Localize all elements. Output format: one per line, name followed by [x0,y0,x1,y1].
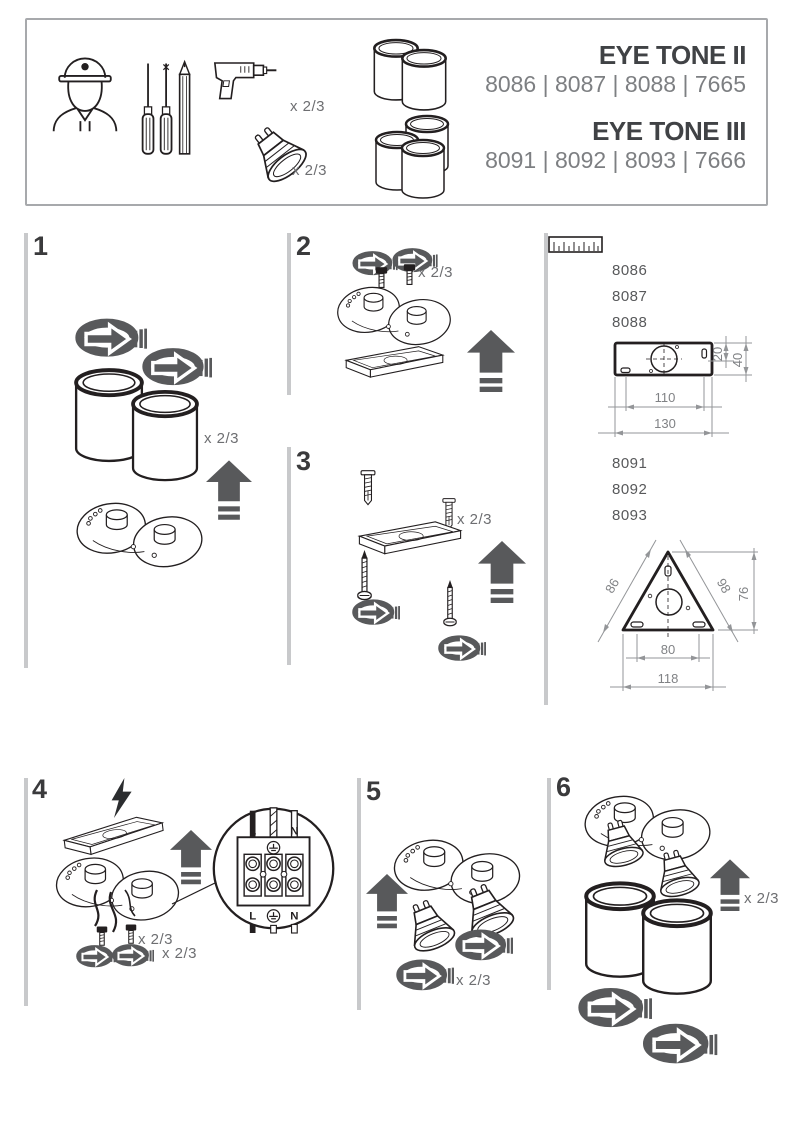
step-number-5: 5 [366,776,382,806]
wall-plug [359,468,377,508]
screw [357,550,372,602]
qty-label: x 2/3 [418,264,454,281]
terminal-label-l-top: L [249,825,257,838]
model-label: 8092 [612,481,648,498]
rotation-arrow-icon [578,986,652,1032]
dim-label-86: 86 [601,575,623,596]
dim-label-110: 110 [654,390,676,405]
divider [287,447,291,665]
model-label: 8087 [612,288,648,305]
mounting-plate [72,495,207,575]
qty-label: x 2/3 [292,162,328,179]
model-label: 8093 [612,507,648,524]
divider [24,778,28,1006]
product1-title: EYE TONE II [598,40,746,70]
step-number-1: 1 [33,231,49,261]
product1-codes: 8086 | 8087 | 8088 | 7665 [485,71,746,98]
divider [287,233,291,395]
qty-label: x 2/3 [290,98,326,115]
rect-model-list [612,262,647,340]
terminal-label-n-top: N [290,825,299,838]
qty-label: x 2/3 [162,945,198,962]
divider [24,233,28,668]
up-arrow-icon [206,460,252,522]
model-label: 8086 [612,262,648,279]
three-cylinder-fixture-icon [374,114,458,198]
gu10-bulb-icon [403,900,457,956]
installer-icon [50,40,120,134]
up-arrow-icon [467,330,515,394]
gu10-bulb-icon [596,820,646,872]
dim-label-130: 130 [654,416,676,431]
qty-label: x 2/3 [138,931,174,948]
cylinder-shade [130,380,200,492]
rotation-arrow-icon [455,928,513,964]
terminal-label-l-bottom: L [249,910,257,923]
step-number-6: 6 [556,772,572,802]
step-number-3: 3 [296,446,312,476]
dim-label-118: 118 [657,671,679,686]
spec-triangle-drawing [578,528,792,693]
product2-title: EYE TONE III [592,115,746,146]
up-arrow-icon [366,873,408,931]
wiring-detail [210,805,338,933]
drill-icon [210,50,278,110]
divider [544,233,548,705]
tri-model-list [612,455,647,533]
rotation-arrow-icon [352,598,400,628]
rotation-arrow-icon [75,316,147,362]
terminal-label-n-bottom: N [290,910,299,923]
ceiling-bracket [342,338,447,390]
qty-label: x 2/3 [456,972,492,989]
model-label: 8091 [612,455,648,472]
screw [443,580,457,628]
step-number-4: 4 [32,774,48,804]
dim-label-76: 76 [736,586,751,602]
rotation-arrow-icon [438,634,486,664]
step-number-2: 2 [296,231,312,261]
header-box [25,18,768,206]
divider [357,778,361,1010]
rotation-arrow-icon [642,1022,718,1068]
product-titles [485,42,746,173]
ruler-icon [548,236,604,254]
qty-label: x 2/3 [457,511,493,528]
rotation-arrow-icon [396,958,454,994]
product2-codes: 8091 | 8092 | 8093 | 7666 [485,146,746,173]
qty-label: x 2/3 [204,430,240,447]
up-arrow-icon [478,541,526,605]
screwdrivers-pencil-icon [139,56,195,174]
dim-label-80: 80 [660,642,676,657]
dim-label-20: 20 [710,346,725,362]
model-label: 8088 [612,314,648,331]
divider [547,778,551,990]
dim-label-98: 98 [713,575,735,596]
dim-label-40: 40 [730,352,745,368]
two-cylinder-fixture-icon [370,36,452,112]
qty-label: x 2/3 [744,890,780,907]
spec-rect-drawing [580,330,780,448]
up-arrow-icon [170,830,212,886]
